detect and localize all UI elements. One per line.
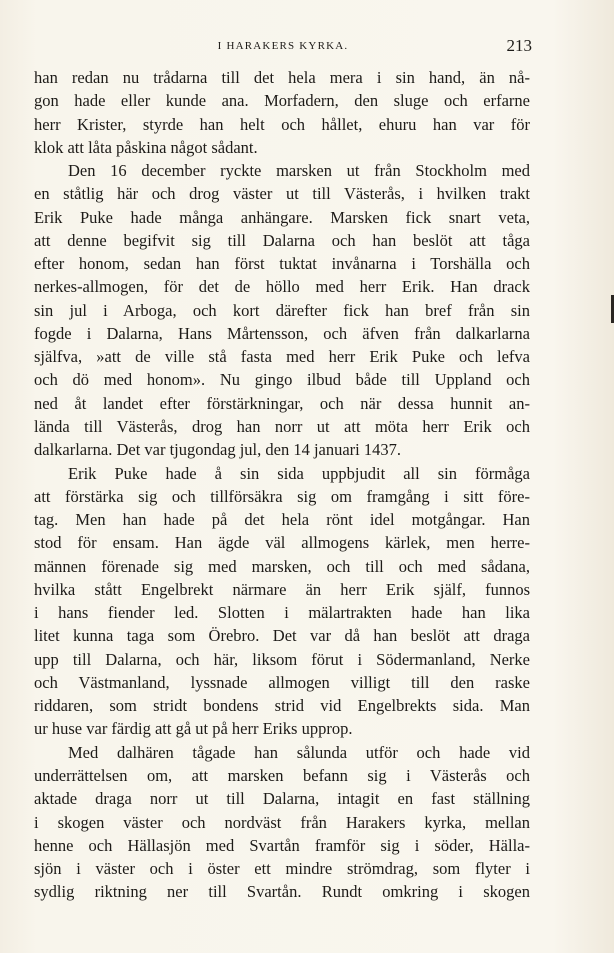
text-line: att denne begifvit sig till Dalarna och han beslöt att tåga (34, 230, 530, 250)
text-line: henne och Hällasjön med Svartån framför sig i söder, Hälla- (34, 835, 530, 855)
running-title: I HARAKERS KYRKA. (217, 40, 349, 52)
text-line: i skogen väster och nordväst från Harakers kyrka, mellan (34, 812, 530, 832)
text-line: männen förenade sig med marsken, och till och med sådana, (34, 556, 530, 576)
text-line: Erik Puke hade å sin sida uppbjudit all sin förmåga (68, 463, 530, 483)
text-line: stod för ensam. Han ägde väl allmogens kärlek, men herre- (34, 533, 530, 553)
page-number: 213 (506, 36, 532, 55)
text-line: ur huse var färdig att gå ut på herr Eriks upprop. (34, 719, 353, 739)
text-line: han redan nu trådarna till det hela mera i sin hand, än nå- (34, 68, 530, 87)
text-line: tag. Men han hade på det hela rönt idel motgångar. Han (34, 510, 530, 530)
page-header (34, 36, 532, 58)
text-line: och Västmanland, lyssnade allmogen villigt till den raske (34, 672, 530, 692)
text-line: fogde i Dalarna, Hans Mårtensson, och äfven från dalkarlarna (34, 323, 530, 343)
text-line: hvilka stått Engelbrekt närmare än herr Erik själf, funnos (34, 579, 530, 599)
text-line: aktade draga norr ut till Dalarna, intagit en fast ställning (34, 789, 530, 809)
text-line: att förstärka sig och tillförsäkra sig om framgång i sitt före- (34, 486, 530, 506)
text-line: Erik Puke hade många anhängare. Marsken fick snart veta, (34, 207, 530, 227)
text-line: en ståtlig här och drog väster ut till Västerås, i hvilken trakt (34, 184, 530, 204)
text-line: klok att låta påskina något sådant. (34, 137, 258, 157)
text-line: riddaren, som stridt bondens strid vid Engelbrekts sida. Man (34, 696, 530, 716)
text-line: Den 16 december ryckte marsken ut från Stockholm med (68, 161, 530, 181)
text-line: gon hade eller kunde ana. Morfadern, den sluge och erfarne (34, 91, 530, 111)
text-line: Med dalhären tågade han sålunda utför och hade vid (68, 742, 530, 762)
text-line: och dö med honom». Nu gingo ilbud både till Uppland och (34, 370, 530, 390)
text-line: i hans fiender led. Slotten i mälartrakten hade han lika (34, 603, 530, 623)
text-line: efter honom, sedan han först tuktat invånarna i Torshälla och (34, 254, 530, 274)
text-line: dalkarlarna. Det var tjugondag jul, den 14 januari 1437. (34, 440, 402, 460)
text-line: nerkes-allmogen, för det de höllo med herr Erik. Han drack (34, 277, 530, 297)
text-line: ned åt landet efter förstärkningar, och när dessa hunnit an- (34, 393, 530, 413)
text-line: upp till Dalarna, och här, liksom förut i Södermanland, Nerke (34, 649, 530, 669)
body-text (34, 66, 530, 904)
text-line: sjön i väster och i öster ett mindre strömdrag, som flyter i (34, 859, 530, 879)
text-line: sydlig riktning ner till Svartån. Rundt omkring i skogen (34, 882, 530, 902)
text-line: herr Krister, styrde han helt och hållet, ehuru han var för (34, 114, 530, 134)
text-line: själfva, »att de ville stå fasta med herr Erik Puke och lefva (34, 347, 530, 367)
text-line: sin jul i Arboga, och kort därefter fick han bref från sin (34, 300, 530, 320)
text-line: underrättelsen om, att marsken befann sig i Västerås och (34, 765, 530, 785)
text-line: lända till Västerås, drog han norr ut att möta herr Erik och (34, 416, 530, 436)
text-line: litet kunna taga som Örebro. Det var då han beslöt att draga (34, 626, 530, 646)
